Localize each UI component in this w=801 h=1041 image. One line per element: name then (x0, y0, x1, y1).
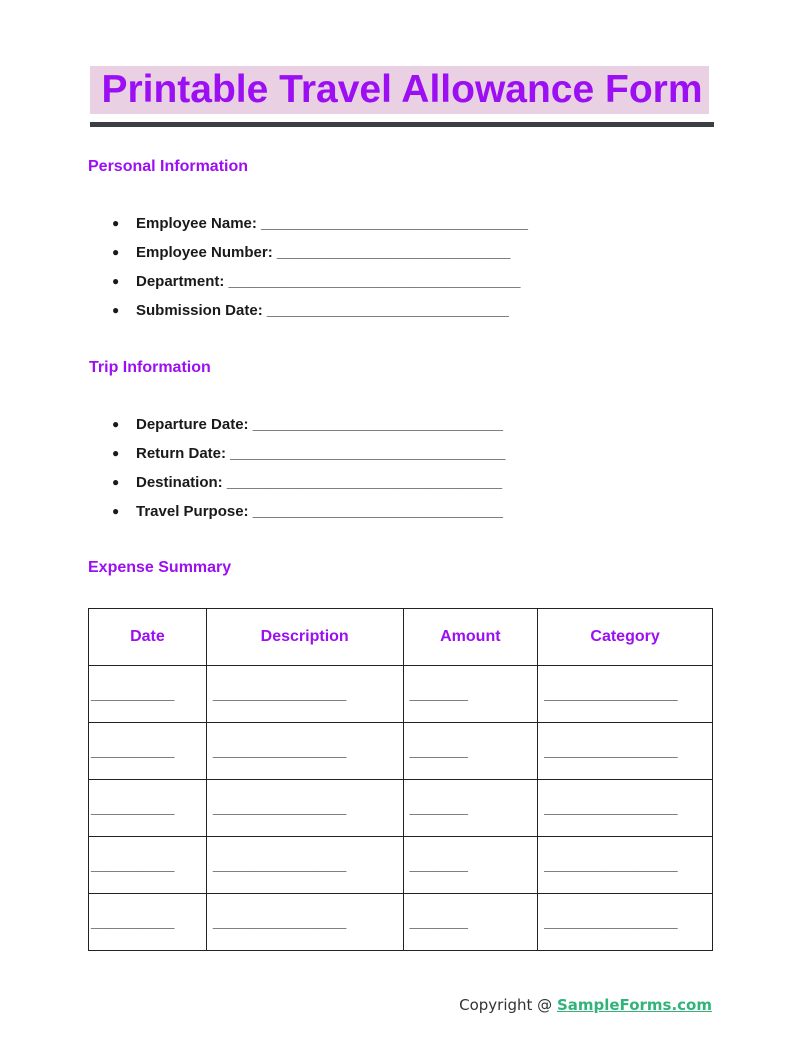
table-row (89, 780, 713, 837)
bullet-icon: ● (112, 274, 120, 288)
description-cell[interactable]: ________________ (206, 666, 403, 723)
trip-info-heading: Trip Information (89, 359, 211, 376)
amount-cell[interactable]: _______ (403, 894, 538, 951)
employee-name-field[interactable]: Employee Name: ________________________________ (136, 215, 528, 232)
expense-summary-heading: Expense Summary (88, 559, 232, 576)
return-date-field[interactable]: Return Date: _________________________________ (136, 445, 506, 462)
date-cell[interactable]: __________ (89, 780, 207, 837)
amount-cell[interactable]: _______ (403, 780, 538, 837)
list-item[interactable] (112, 497, 505, 526)
list-item[interactable] (112, 267, 528, 296)
description-cell[interactable]: ________________ (206, 723, 403, 780)
bullet-icon: ● (112, 417, 120, 431)
submission-date-field[interactable]: Submission Date: _____________________________ (136, 302, 509, 319)
destination-field[interactable]: Destination: _________________________________ (136, 474, 503, 491)
expense-table (88, 608, 713, 951)
table-row (89, 894, 713, 951)
amount-cell[interactable]: _______ (403, 666, 538, 723)
date-cell[interactable]: __________ (89, 837, 207, 894)
department-field[interactable]: Department: ___________________________________ (136, 273, 521, 290)
copyright-text: Copyright @ (459, 996, 557, 1014)
category-cell[interactable]: ________________ (538, 894, 713, 951)
personal-info-heading: Personal Information (88, 158, 249, 175)
sampleforms-link[interactable]: SampleForms.com (556, 996, 712, 1014)
date-cell[interactable]: __________ (89, 723, 207, 780)
table-row (89, 837, 713, 894)
departure-date-field[interactable]: Departure Date: ______________________________ (136, 416, 503, 433)
title-divider (90, 122, 714, 127)
date-cell[interactable]: __________ (89, 666, 207, 723)
list-item[interactable] (112, 238, 528, 267)
column-header-amount: Amount (403, 609, 538, 666)
bullet-icon: ● (112, 446, 120, 460)
description-cell[interactable]: ________________ (206, 780, 403, 837)
table-row (89, 723, 713, 780)
list-item[interactable] (112, 439, 505, 468)
column-header-description: Description (206, 609, 403, 666)
description-cell[interactable]: ________________ (206, 894, 403, 951)
category-cell[interactable]: ________________ (538, 723, 713, 780)
description-cell[interactable]: ________________ (206, 837, 403, 894)
list-item[interactable] (112, 410, 505, 439)
list-item[interactable] (112, 209, 528, 238)
category-cell[interactable]: ________________ (538, 666, 713, 723)
trip-info-list (112, 410, 505, 526)
bullet-icon: ● (112, 245, 120, 259)
column-header-date: Date (89, 609, 207, 666)
employee-number-field[interactable]: Employee Number: ____________________________ (136, 244, 511, 261)
category-cell[interactable]: ________________ (538, 837, 713, 894)
list-item[interactable] (112, 468, 505, 497)
date-cell[interactable]: __________ (89, 894, 207, 951)
amount-cell[interactable]: _______ (403, 837, 538, 894)
amount-cell[interactable]: _______ (403, 723, 538, 780)
travel-purpose-field[interactable]: Travel Purpose: ______________________________ (136, 503, 503, 520)
list-item[interactable] (112, 296, 528, 325)
table-row (89, 666, 713, 723)
table-header-row (89, 609, 713, 666)
category-cell[interactable]: ________________ (538, 780, 713, 837)
bullet-icon: ● (112, 303, 120, 317)
bullet-icon: ● (112, 216, 120, 230)
bullet-icon: ● (112, 504, 120, 518)
page-title: Printable Travel Allowance Form (101, 68, 703, 111)
personal-info-list (112, 209, 528, 325)
bullet-icon: ● (112, 475, 120, 489)
column-header-category: Category (538, 609, 713, 666)
copyright-footer (459, 996, 712, 1014)
